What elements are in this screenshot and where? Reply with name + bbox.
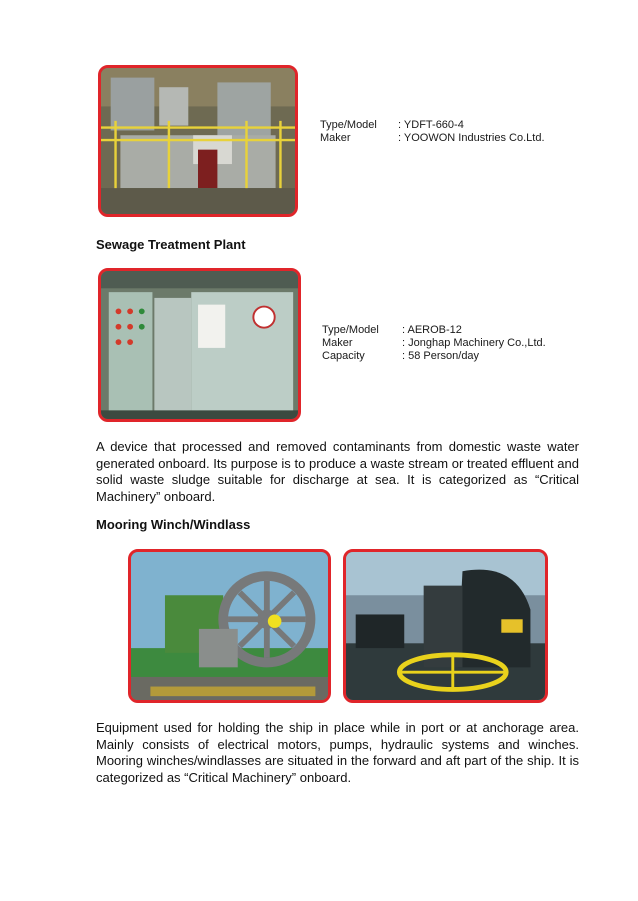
spec-label: Capacity — [322, 350, 365, 362]
machinery-photo-1 — [98, 65, 298, 217]
windlass-photo — [343, 549, 548, 703]
spec-table-1 — [320, 119, 545, 145]
spec-label: Type/Model — [322, 324, 379, 336]
sewage-plant-photo — [98, 268, 301, 422]
spec-table-2 — [322, 324, 546, 363]
spec-value: : YDFT-660-4 — [398, 119, 464, 131]
mooring-winch-photo — [128, 549, 331, 703]
spec-value: : YOOWON Industries Co.Ltd. — [398, 132, 545, 144]
section-heading-mooring: Mooring Winch/Windlass — [96, 517, 251, 532]
spec-label: Maker — [320, 132, 351, 144]
section-heading-sewage: Sewage Treatment Plant — [96, 237, 246, 252]
mooring-description: Equipment used for holding the ship in place while in port or at anchorage area. Mainly consists of electrical motors, pumps, hydraulic systems and winches. Mooring winches/windlasses are situated in the forward and aft part of the ship. It is categorized as “Critical Machinery” onboard. — [96, 720, 579, 785]
sewage-description: A device that processed and removed contaminants from domestic waste water generated onboard. Its purpose is to produce a waste stream or treated effluent and solid waste sludge suitable for discharge at sea. It is categorized as “Critical Machinery” onboard. — [96, 439, 579, 504]
spec-row-capacity — [322, 350, 546, 363]
spec-label: Type/Model — [320, 119, 377, 131]
spec-label: Maker — [322, 337, 353, 349]
spec-value: : Jonghap Machinery Co.,Ltd. — [402, 337, 546, 349]
spec-row-maker — [320, 132, 545, 145]
spec-value: : AEROB-12 — [402, 324, 462, 336]
spec-value: : 58 Person/day — [402, 350, 480, 362]
spec-row-type — [322, 324, 546, 337]
spec-row-maker — [322, 337, 546, 350]
spec-row-type — [320, 119, 545, 132]
